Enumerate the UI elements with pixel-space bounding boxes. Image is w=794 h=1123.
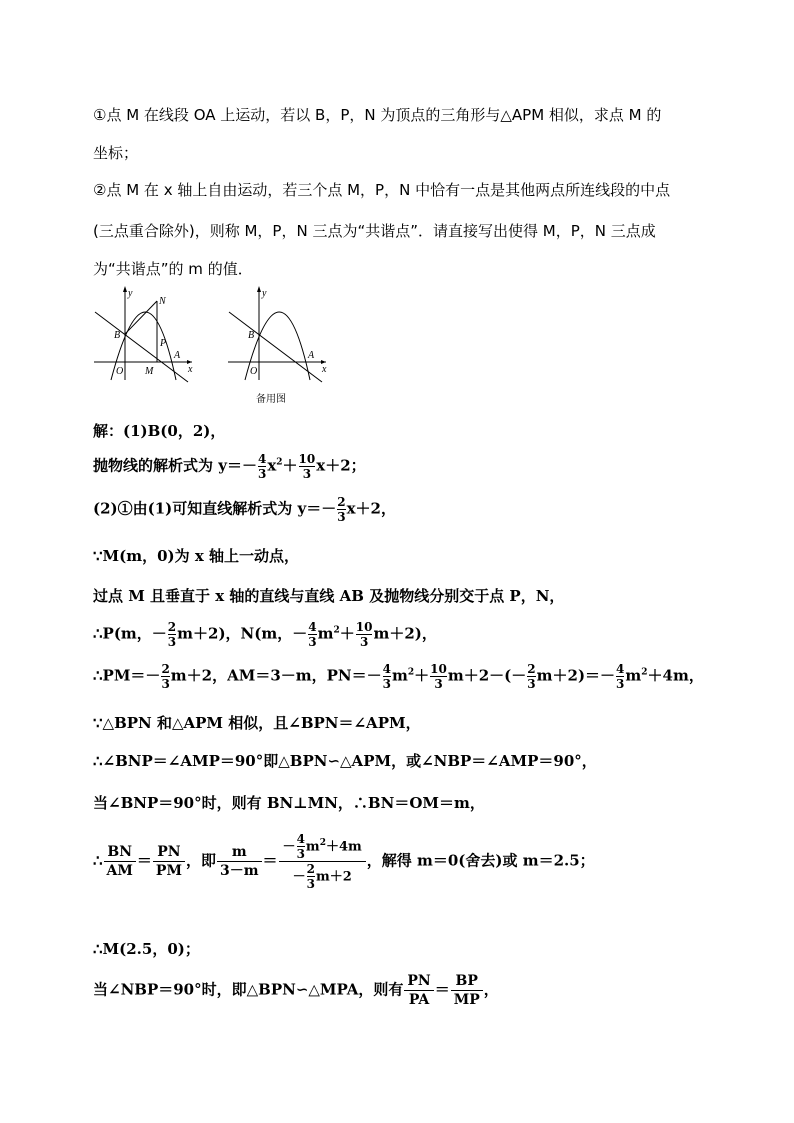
solution-line-9: ∴∠BNP＝∠AMP＝90°即△BPN∽△APM，或∠NBP＝∠AMP＝90°，	[93, 752, 597, 770]
solution-line-12: ∴M(2.5，0)；	[93, 940, 200, 958]
fig2-label-O: O	[250, 366, 258, 377]
solution-line-8: ∵△BPN 和△APM 相似，且∠BPN＝∠APM，	[93, 714, 421, 732]
problem-q2-line2: (三点重合除外)，则称 M，P，N 三点为“共谐点”．请直接写出使得 M，P，N 三点成	[93, 222, 656, 240]
fig1-label-O: O	[116, 366, 124, 377]
fig2-label-B: B	[248, 330, 255, 341]
solution-line-11: ∴ $\frac{BN}{AM}$ ＝ $\frac{PN}{PM}$ ，即 $\frac{m}{3-m}$ ＝ － $\frac{4}{3}$ $m^2+4m$ － $\frac{2}{3}$ m＋2 ，解得 m＝0(舍去)或 m＝2.5；	[93, 832, 595, 891]
solution-line-4: ∵M(m，0)为 x 轴上一动点，	[93, 547, 300, 565]
solution-line-3: (2)①由(1)可知直线解析式为 y＝－ $\frac{2}{3}$ x＋2，	[93, 495, 396, 524]
figure-2-caption: 备用图	[256, 394, 286, 405]
fig1-label-A: A	[174, 350, 181, 361]
problem-q1-line1: ①点 M 在线段 OA 上运动，若以 B，P，N 为顶点的三角形与△APM 相似，求点 M 的	[93, 106, 662, 124]
fig1-label-B: B	[114, 330, 121, 341]
fig1-label-M: M	[145, 366, 154, 377]
solution-line-10: 当∠BNP＝90°时，则有 BN⊥MN，∴BN＝OM＝m，	[93, 794, 485, 812]
solution-line-2: 抛物线的解析式为 y＝－ $\frac{4}{3}$ $x^2+$ $\frac{10}{3}$ x＋2；	[93, 452, 366, 481]
big-fraction: － $\frac{4}{3}$ $m^2+4m$ － $\frac{2}{3}$ m＋2	[279, 832, 366, 891]
figure-1	[92, 282, 196, 384]
fig2-label-A: A	[308, 350, 315, 361]
figure-2	[226, 282, 330, 384]
problem-q1-line2: 坐标；	[93, 144, 139, 162]
solution-line-5: 过点 M 且垂直于 x 轴的直线与直线 AB 及抛物线分别交于点 P，N，	[93, 587, 565, 605]
fig1-label-y: y	[128, 288, 133, 299]
fig1-label-P: P	[160, 338, 167, 349]
solution-line-1: 解：(1)B(0，2)，	[93, 422, 226, 440]
fig2-label-y: y	[262, 288, 267, 299]
solution-line-13: 当∠NBP＝90°时，即△BPN∽△MPA，则有 $\frac{PN}{PA}$ ＝ $\frac{BP}{MP}$ ，	[93, 973, 499, 1008]
fig2-label-x: x	[322, 364, 327, 375]
fig1-label-N: N	[159, 296, 166, 307]
solution-line-6: ∴P(m，－ $\frac{2}{3}$ m＋2)，N(m，－ $\frac{4}{3}$ $m^2+$ $\frac{10}{3}$ m＋2)，	[93, 620, 437, 649]
solution-line-7: ∴PM＝－ $\frac{2}{3}$ m＋2，AM＝3－m，PN＝－ $\frac{4}{3}$ $m^2+$ $\frac{10}{3}$ m＋2－(－ $\frac{2}{3}$ m＋2)＝－ $\frac{4}{3}$ $m^2+4m$，	[93, 662, 704, 691]
problem-q2-line3: 为“共谐点”的 m 的值．	[93, 260, 253, 278]
fig1-label-x: x	[188, 364, 193, 375]
problem-q2-line1: ②点 M 在 x 轴上自由运动，若三个点 M，P，N 中恰有一点是其他两点所连线段的中点	[93, 181, 671, 199]
